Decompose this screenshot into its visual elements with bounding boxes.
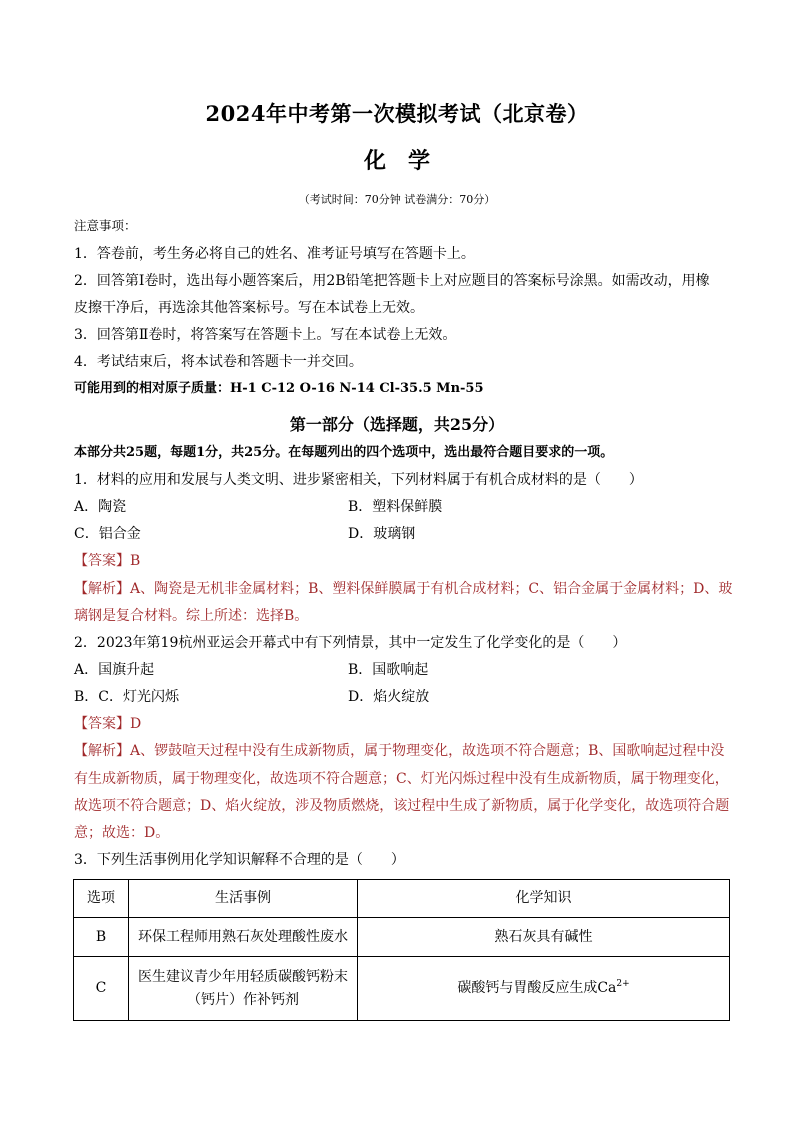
q1-option-d: D．玻璃钢 bbox=[348, 526, 416, 542]
note-item: 2．回答第Ⅰ卷时，选出每小题答案后，用2B铅笔把答题卡上对应题目的答案标号涂黑。如需改动，用橡 bbox=[74, 273, 710, 289]
table-row bbox=[74, 957, 730, 1021]
q2-analysis: 意；故选：D。 bbox=[74, 825, 170, 841]
table-cell: C bbox=[74, 957, 129, 1021]
table-header: 选项 bbox=[74, 880, 129, 918]
q2-analysis: 【解析】A、锣鼓喧天过程中没有生成新物质，属于物理变化，故选项不符合题意；B、国歌响起过程中没 bbox=[74, 743, 725, 759]
q2-analysis: 有生成新物质，属于物理变化，故选项不符合题意；C、灯光闪烁过程中没有生成新物质，属于物理变化， bbox=[74, 771, 729, 787]
note-item: 4．考试结束后，将本试卷和答题卡一并交回。 bbox=[74, 354, 363, 370]
table-header: 化学知识 bbox=[358, 880, 730, 918]
table-header: 生活事例 bbox=[129, 880, 358, 918]
table-cell bbox=[358, 957, 730, 1021]
subject-title: 化学 bbox=[363, 148, 452, 174]
exam-time-info: （考试时间：70分钟 试卷满分：70分） bbox=[298, 193, 496, 206]
q2-option-c: B．C．灯光闪烁 bbox=[74, 689, 179, 705]
charge-superscript: 2+ bbox=[616, 979, 630, 989]
note-item: 3．回答第Ⅱ卷时，将答案写在答题卡上。写在本试卷上无效。 bbox=[74, 327, 457, 343]
question-1-stem: 1．材料的应用和发展与人类文明、进步紧密相关，下列材料属于有机合成材料的是（ ） bbox=[74, 472, 643, 488]
q2-analysis: 故选项不符合题意；D、焰火绽放，涉及物质燃烧，该过程中生成了新物质，属于化学变化，故选项符合题 bbox=[74, 798, 730, 814]
note-item: 皮擦干净后，再选涂其他答案标号。写在本试卷上无效。 bbox=[74, 300, 424, 316]
q2-answer: 【答案】D bbox=[74, 716, 142, 732]
q1-analysis: 【解析】A、陶瓷是无机非金属材料；B、塑料保鲜膜属于有机合成材料；C、铝合金属于金属材料；D、玻 bbox=[74, 581, 733, 597]
table-cell-line: 医生建议青少年用轻质碳酸钙粉末 bbox=[138, 968, 348, 985]
q1-answer: 【答案】B bbox=[74, 553, 141, 569]
table-cell: 熟石灰具有碱性 bbox=[358, 918, 730, 957]
q3-table bbox=[73, 879, 730, 1021]
table-cell: 环保工程师用熟石灰处理酸性废水 bbox=[129, 918, 358, 957]
q1-option-c: C．铝合金 bbox=[74, 526, 141, 542]
q1-option-b: B．塑料保鲜膜 bbox=[348, 499, 443, 515]
table-header-row bbox=[74, 880, 730, 918]
q2-option-b: B．国歌响起 bbox=[348, 662, 429, 678]
table-cell bbox=[129, 957, 358, 1021]
table-row bbox=[74, 918, 730, 957]
section-intro: 本部分共25题，每题1分，共25分。在每题列出的四个选项中，选出最符合题目要求的一项。 bbox=[74, 445, 614, 460]
atomic-mass-line: 可能用到的相对原子质量：H-1 C-12 O-16 N-14 Cl-35.5 Mn-55 bbox=[74, 381, 484, 396]
note-item: 1．答卷前，考生务必将自己的姓名、准考证号填写在答题卡上。 bbox=[74, 246, 475, 262]
question-3-stem: 3．下列生活事例用化学知识解释不合理的是（ ） bbox=[74, 852, 405, 868]
table-cell-line: （钙片）作补钙剂 bbox=[187, 991, 299, 1008]
q1-analysis: 璃钢是复合材料。综上所述：选择B。 bbox=[74, 608, 309, 624]
q2-option-d: D．焰火绽放 bbox=[348, 689, 430, 705]
notes-heading: 注意事项： bbox=[74, 218, 137, 233]
question-2-stem: 2．2023年第19杭州亚运会开幕式中有下列情景，其中一定发生了化学变化的是（ ） bbox=[74, 635, 627, 651]
q1-option-a: A．陶瓷 bbox=[74, 499, 127, 515]
table-cell-text: 碳酸钙与胃酸反应生成Ca bbox=[457, 980, 617, 996]
q2-option-a: A．国旗升起 bbox=[74, 662, 155, 678]
exam-title: 2024年中考第一次模拟考试（北京卷） bbox=[205, 101, 589, 126]
table-cell: B bbox=[74, 918, 129, 957]
section-title: 第一部分（选择题，共25分） bbox=[289, 415, 505, 434]
